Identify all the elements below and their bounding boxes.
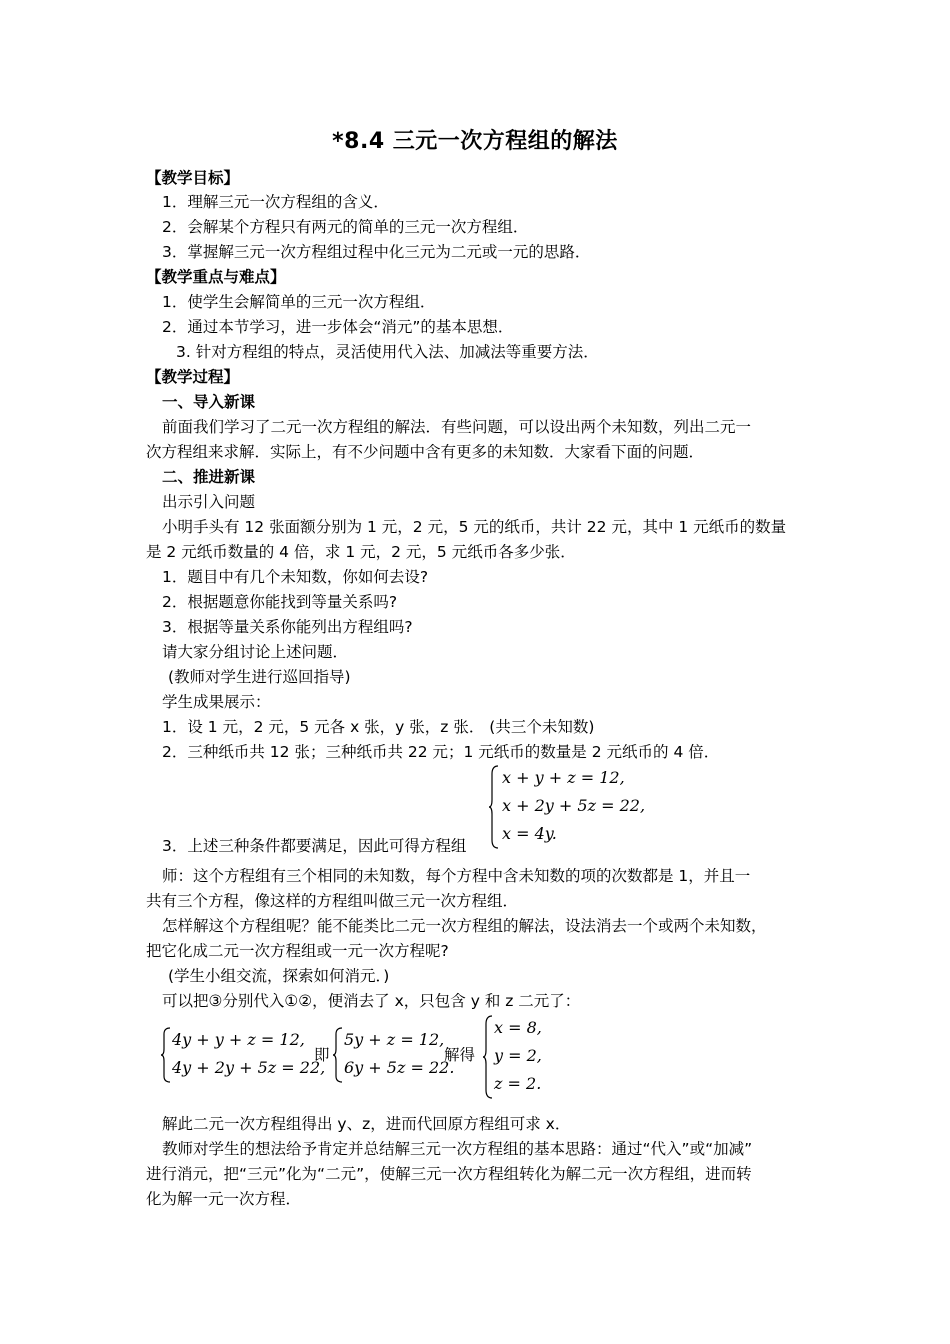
section-heading-process: 【教学过程】 [146,368,240,386]
paragraph-line: 小明手头有 12 张面额分别为 1 元，2 元，5 元的纸币，共计 22 元，其中 1 元纸币的数量 [162,518,787,536]
objective-item: 2．会解某个方程只有两元的简单的三元一次方程组． [162,218,529,236]
key-point-item: 2．通过本节学习，进一步体会“消元”的基本思想． [162,318,514,336]
connector-jiede: 解得 [444,1046,476,1064]
question-item: 1．题目中有几个未知数，你如何去设? [162,568,429,586]
question-item: 3．根据等量关系你能列出方程组吗? [162,618,413,636]
paragraph-line: 解此二元一次方程组得出 y、z，进而代回原方程组可求 x． [162,1115,571,1133]
paragraph-line: 教师对学生的想法给予肯定并总结解三元一次方程组的基本思路：通过“代入”或“加减” [162,1140,753,1158]
brace-icon [482,1014,494,1100]
paragraph-line: 次方程组来求解．实际上，有不少问题中含有更多的未知数．大家看下面的问题． [146,443,705,461]
equation-system-3 [332,1026,455,1086]
answer-item: 3．上述三种条件都要满足，因此可得方程组 [162,837,467,855]
section-heading-objectives: 【教学目标】 [146,169,240,187]
equation-line: x = 4y. [502,824,557,843]
paragraph-line: (学生小组交流，探索如何消元．) [168,967,390,985]
equation-line: 4y + 2y + 5z = 22, [172,1058,326,1077]
brace-icon [332,1026,344,1084]
question-item: 2．根据题意你能找到等量关系吗? [162,593,398,611]
paragraph-line: 可以把③分别代入①②，便消去了 x，只包含 y 和 z 二元了： [162,992,581,1010]
connector-ji: 即 [314,1046,330,1064]
objective-item: 1．理解三元一次方程组的含义． [162,193,389,211]
equation-system-4 [482,1014,562,1104]
paragraph-line: 化为解一元一次方程． [146,1190,302,1208]
brace-icon [488,764,500,850]
subsection-heading-new-lesson: 二、推进新课 [162,468,256,486]
key-point-item: 3. 针对方程组的特点，灵活使用代入法、加减法等重要方法． [176,343,599,361]
paragraph-line: 师：这个方程组有三个相同的未知数，每个方程中含未知数的项的次数都是 1，并且一 [162,867,751,885]
paragraph-line: 进行消元，把“三元”化为“二元”，使解三元一次方程组转化为解二元一次方程组，进而转 [146,1165,752,1183]
subsection-heading-intro: 一、导入新课 [162,393,256,411]
paragraph-line: 共有三个方程，像这样的方程组叫做三元一次方程组． [146,892,519,910]
paragraph-line: 怎样解这个方程组呢？能不能类比二元一次方程组的解法，设法消去一个或两个未知数， [162,917,767,935]
objective-item: 3．掌握解三元一次方程组过程中化三元为二元或一元的思路． [162,243,591,261]
equation-line: 6y + 5z = 22. [344,1058,455,1077]
brace-icon [160,1026,172,1084]
equation-line: y = 2, [494,1046,542,1065]
paragraph-line: 学生成果展示： [162,693,271,711]
paragraph-line: 把它化成二元一次方程组或一元一次方程呢? [146,942,449,960]
paragraph-line: (教师对学生进行巡回指导) [168,668,351,686]
paragraph-line: 是 2 元纸币数量的 4 倍，求 1 元，2 元，5 元纸币各多少张． [146,543,576,561]
equation-line: 5y + z = 12, [344,1030,445,1049]
equation-system-2 [160,1026,326,1086]
key-point-item: 1．使学生会解简单的三元一次方程组． [162,293,436,311]
equation-line: 4y + y + z = 12, [172,1030,305,1049]
page-title: *8.4 三元一次方程组的解法 [332,129,618,154]
equation-system-1 [488,764,648,854]
answer-item: 2．三种纸币共 12 张；三种纸币共 22 元；1 元纸币的数量是 2 元纸币的 4 倍． [162,743,720,761]
section-heading-key-points: 【教学重点与难点】 [146,268,286,286]
equation-line: x + 2y + 5z = 22, [502,796,646,815]
equation-line: z = 2. [494,1074,542,1093]
paragraph-line: 请大家分组讨论上述问题． [162,643,349,661]
equation-line: x = 8, [494,1018,542,1037]
paragraph-line: 出示引入问题 [162,493,256,511]
equation-line: x + y + z = 12, [502,768,625,787]
paragraph-line: 前面我们学习了二元一次方程组的解法．有些问题，可以设出两个未知数，列出二元一 [162,418,752,436]
answer-item: 1．设 1 元，2 元，5 元各 x 张，y 张，z 张． (共三个未知数) [162,718,595,736]
